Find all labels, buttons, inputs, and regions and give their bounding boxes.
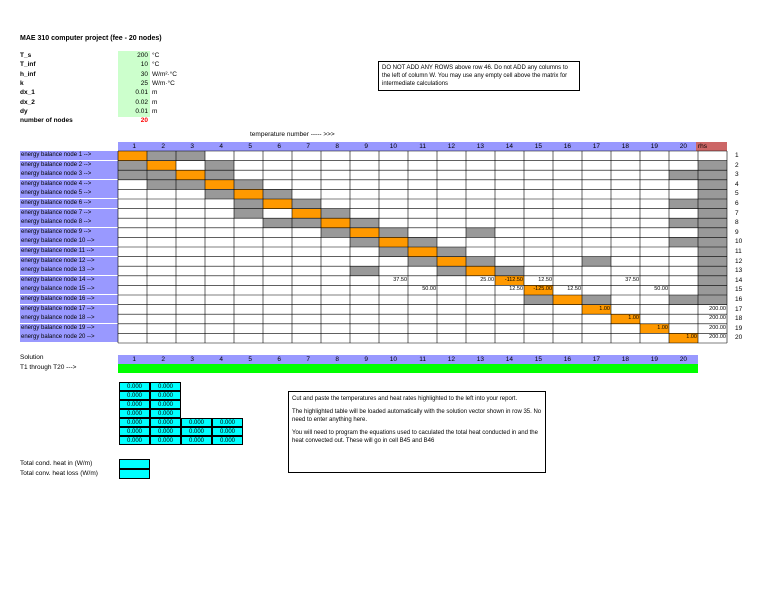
- matrix-cell-neighbor[interactable]: [176, 180, 205, 190]
- solution-cell[interactable]: 0.000: [181, 427, 212, 436]
- row-label: energy balance node 15 -->: [20, 285, 118, 294]
- row-number: 14: [735, 276, 743, 284]
- row-label: energy balance node 13 -->: [20, 266, 118, 275]
- param-unit: m: [152, 107, 158, 115]
- matrix-cell-neighbor[interactable]: [582, 257, 611, 267]
- rhs-header: rhs: [696, 142, 727, 151]
- rhs-cell[interactable]: [698, 295, 727, 305]
- row-label: energy balance node 2 -->: [20, 161, 118, 170]
- rhs-cell[interactable]: [698, 180, 727, 190]
- row-label: energy balance node 11 -->: [20, 247, 118, 256]
- matrix-value[interactable]: 37.50: [625, 276, 639, 283]
- matrix-cell-neighbor[interactable]: [118, 161, 147, 171]
- solution-vector-row[interactable]: [118, 364, 698, 373]
- matrix-cell-diagonal[interactable]: [466, 266, 495, 276]
- matrix-cell-diagonal[interactable]: [234, 189, 263, 199]
- rhs-cell[interactable]: [698, 276, 727, 286]
- row-number: 10: [735, 238, 743, 246]
- row-number: 19: [735, 324, 743, 332]
- param-name: h_inf: [20, 70, 36, 78]
- column-number: 6: [277, 356, 281, 363]
- notice-box: DO NOT ADD ANY ROWS above row 46. Do not ADD any columns to the left of column W. You may use any empty cell above the matrix for intermediate calculations: [378, 61, 580, 91]
- matrix-cell-neighbor[interactable]: [234, 199, 263, 209]
- sheet-title: MAE 310 computer project (fee - 20 nodes): [20, 35, 162, 42]
- matrix-cell-diagonal[interactable]: [437, 257, 466, 267]
- column-number: 10: [389, 143, 397, 150]
- matrix-cell-neighbor[interactable]: [466, 228, 495, 238]
- matrix-cell-neighbor[interactable]: [669, 295, 698, 305]
- solution-cell[interactable]: 0.000: [150, 409, 181, 418]
- matrix-cell-neighbor[interactable]: [379, 247, 408, 257]
- matrix-cell-neighbor[interactable]: [408, 257, 437, 267]
- column-number: 1: [132, 143, 136, 150]
- matrix-value[interactable]: 1.00: [628, 315, 639, 322]
- column-number: 19: [650, 356, 658, 363]
- column-number: 8: [335, 356, 339, 363]
- row-number: 8: [735, 219, 739, 227]
- column-number: 7: [306, 143, 310, 150]
- matrix-cell-neighbor[interactable]: [437, 266, 466, 276]
- total-conv-cell[interactable]: [119, 469, 150, 479]
- matrix-cell-diagonal[interactable]: [408, 247, 437, 257]
- column-number: 17: [592, 143, 600, 150]
- rhs-value[interactable]: 200.00: [709, 334, 726, 341]
- row-number: 16: [735, 296, 743, 303]
- solution-cell[interactable]: 0.000: [150, 427, 181, 436]
- column-number: 9: [364, 143, 368, 150]
- column-number: 12: [447, 356, 455, 363]
- row-label: energy balance node 8 -->: [20, 218, 118, 227]
- matrix-cell-neighbor[interactable]: [669, 170, 698, 180]
- solution-cell[interactable]: 0.000: [181, 436, 212, 445]
- matrix-cell-diagonal[interactable]: [350, 228, 379, 238]
- column-number: 3: [190, 143, 194, 150]
- row-number: 9: [735, 228, 739, 236]
- rhs-cell[interactable]: [698, 247, 727, 257]
- matrix-value[interactable]: 37.50: [393, 276, 407, 283]
- temperature-number-label: temperature number ----- >>>: [250, 131, 335, 138]
- matrix-cell-neighbor[interactable]: [379, 228, 408, 238]
- row-number: 15: [735, 286, 743, 294]
- row-number: 20: [735, 334, 743, 342]
- row-label: energy balance node 16 -->: [20, 295, 118, 304]
- solution-cell[interactable]: 0.000: [119, 391, 150, 400]
- column-number: 7: [306, 356, 310, 363]
- rhs-cell[interactable]: [698, 285, 727, 295]
- matrix-cell-neighbor[interactable]: [321, 209, 350, 219]
- solution-cell[interactable]: 0.000: [150, 382, 181, 391]
- matrix-cell-neighbor[interactable]: [437, 247, 466, 257]
- solution-cell[interactable]: 0.000: [119, 382, 150, 391]
- param-value[interactable]: 25: [118, 79, 150, 89]
- matrix-value[interactable]: 1.00: [657, 324, 668, 331]
- column-number: 2: [161, 143, 165, 150]
- matrix-cell-neighbor[interactable]: [292, 199, 321, 209]
- param-value[interactable]: 200: [118, 51, 150, 61]
- matrix-cell-neighbor[interactable]: [524, 295, 553, 305]
- rhs-cell[interactable]: [698, 161, 727, 171]
- row-label: energy balance node 6 -->: [20, 199, 118, 208]
- row-label: energy balance node 1 -->: [20, 151, 118, 160]
- matrix-cell-diagonal[interactable]: [205, 180, 234, 190]
- param-name: dy: [20, 107, 28, 115]
- rhs-cell[interactable]: [698, 228, 727, 238]
- solution-cell[interactable]: 0.000: [119, 409, 150, 418]
- column-number: 18: [621, 143, 629, 150]
- row-label: energy balance node 20 -->: [20, 333, 118, 342]
- solution-cell[interactable]: 0.000: [150, 391, 181, 400]
- matrix-cell-neighbor[interactable]: [234, 209, 263, 219]
- matrix-cell-neighbor[interactable]: [495, 266, 524, 276]
- column-number: 20: [679, 143, 687, 150]
- rhs-value[interactable]: 200.00: [709, 315, 726, 322]
- matrix-cell-neighbor[interactable]: [408, 237, 437, 247]
- note-2: The highlighted table will be loaded automatically with the solution vector shown in row 35. No need to enter anything here.: [292, 409, 542, 423]
- rhs-cell[interactable]: [698, 189, 727, 199]
- solution-cell[interactable]: 0.000: [119, 427, 150, 436]
- matrix-value[interactable]: -125.00: [533, 286, 552, 293]
- param-name: number of nodes: [20, 117, 73, 125]
- row-number: 3: [735, 171, 739, 179]
- row-number: 4: [735, 180, 739, 188]
- rhs-cell[interactable]: [698, 257, 727, 267]
- column-number: 16: [563, 356, 571, 363]
- total-conv-label: Total conv. heat loss (W/m): [20, 470, 98, 477]
- rhs-cell[interactable]: [698, 170, 727, 180]
- row-label: energy balance node 14 -->: [20, 276, 118, 285]
- column-number: 13: [476, 143, 484, 150]
- matrix-cell-neighbor[interactable]: [263, 218, 292, 228]
- solution-cell[interactable]: 0.000: [150, 400, 181, 409]
- column-number: 3: [190, 356, 194, 363]
- solution-cell[interactable]: 0.000: [181, 418, 212, 427]
- solution-label: Solution: [20, 354, 44, 361]
- matrix-cell-diagonal[interactable]: [292, 209, 321, 219]
- param-name: dx_1: [20, 89, 35, 97]
- solution-cell[interactable]: 0.000: [150, 418, 181, 427]
- solution-cell[interactable]: 0.000: [212, 436, 243, 445]
- column-number: 20: [679, 356, 687, 363]
- rhs-cell[interactable]: [698, 209, 727, 219]
- matrix-cell-neighbor[interactable]: [321, 228, 350, 238]
- row-number: 2: [735, 161, 739, 169]
- column-number: 12: [447, 143, 455, 150]
- row-number: 5: [735, 190, 739, 198]
- matrix-value[interactable]: 50.00: [422, 286, 436, 293]
- column-number: 4: [219, 356, 223, 363]
- column-number: 17: [592, 356, 600, 363]
- note-3: You will need to program the equations used to caculated the total heat conducted in and the heat convected out. These will go in cell B45 and B46: [292, 430, 538, 444]
- row-number: 1: [735, 152, 739, 159]
- param-unit: m: [152, 98, 158, 106]
- column-number: 16: [563, 143, 571, 150]
- row-label: energy balance node 10 -->: [20, 237, 118, 246]
- column-number: 13: [476, 356, 484, 363]
- matrix-value[interactable]: -112.50: [504, 276, 523, 283]
- matrix-cell-neighbor[interactable]: [205, 161, 234, 171]
- column-number: 15: [534, 356, 542, 363]
- matrix-value[interactable]: 1.00: [599, 305, 610, 312]
- row-label: energy balance node 9 -->: [20, 228, 118, 237]
- row-number: 11: [735, 248, 742, 255]
- column-number: 14: [505, 143, 513, 150]
- matrix-value[interactable]: 12.50: [567, 286, 581, 293]
- solution-cell[interactable]: 0.000: [119, 418, 150, 427]
- matrix-cell-diagonal[interactable]: [553, 295, 582, 305]
- instructions-box: [288, 391, 546, 473]
- matrix-cell-neighbor[interactable]: [176, 151, 205, 161]
- solution-cell[interactable]: 0.000: [212, 427, 243, 436]
- param-unit: W/m·°C: [152, 79, 175, 87]
- matrix-value[interactable]: 1.00: [686, 334, 697, 341]
- param-name: T_s: [20, 52, 32, 59]
- param-value[interactable]: 0.01: [118, 107, 150, 117]
- column-number: 14: [505, 356, 513, 363]
- solution-cell[interactable]: 0.000: [119, 400, 150, 409]
- matrix-cell-neighbor[interactable]: [234, 180, 263, 190]
- row-label: energy balance node 5 -->: [20, 189, 118, 198]
- column-header-bar: [118, 142, 708, 151]
- matrix-cell-neighbor[interactable]: [350, 266, 379, 276]
- matrix-cell-diagonal[interactable]: [176, 170, 205, 180]
- param-value[interactable]: 30: [118, 70, 150, 80]
- matrix-value[interactable]: 12.50: [538, 276, 552, 283]
- row-label: energy balance node 12 -->: [20, 257, 118, 266]
- solution-cell[interactable]: 0.000: [150, 436, 181, 445]
- param-unit: °C: [152, 61, 160, 69]
- param-value[interactable]: 0.01: [118, 88, 150, 98]
- rhs-cell[interactable]: [698, 218, 727, 228]
- matrix-cell-neighbor[interactable]: [669, 199, 698, 209]
- param-name: dx_2: [20, 98, 35, 106]
- param-unit: m: [152, 89, 158, 97]
- row-label: energy balance node 4 -->: [20, 180, 118, 189]
- column-number: 6: [277, 143, 281, 150]
- param-unit: W/m²·°C: [152, 70, 177, 78]
- matrix-cell-neighbor[interactable]: [205, 170, 234, 180]
- matrix-cell-neighbor[interactable]: [118, 170, 147, 180]
- param-name: k: [20, 79, 24, 87]
- matrix-cell-diagonal[interactable]: [118, 151, 147, 161]
- note-1: Cut and paste the temperatures and heat rates highlighted to the left into your report.: [292, 396, 518, 402]
- matrix-cell-neighbor[interactable]: [147, 170, 176, 180]
- param-value[interactable]: 20: [140, 117, 148, 125]
- column-number: 2: [161, 356, 165, 363]
- param-name: T_inf: [20, 61, 36, 69]
- matrix-cell-neighbor[interactable]: [147, 151, 176, 161]
- column-number: 18: [621, 356, 629, 363]
- matrix-value[interactable]: 12.50: [509, 286, 523, 293]
- matrix-cell-neighbor[interactable]: [292, 218, 321, 228]
- column-number: 11: [419, 143, 426, 150]
- column-number: 5: [248, 356, 252, 363]
- column-number: 4: [219, 143, 223, 150]
- solution-row-label: T1 through T20 --->: [20, 364, 77, 371]
- row-number: 12: [735, 257, 743, 265]
- row-label: energy balance node 7 -->: [20, 209, 118, 218]
- matrix-cell-neighbor[interactable]: [205, 189, 234, 199]
- column-number: 15: [534, 143, 542, 150]
- solution-header-bar: [118, 355, 698, 364]
- matrix-cell-diagonal[interactable]: [321, 218, 350, 228]
- row-label: energy balance node 3 -->: [20, 170, 118, 179]
- matrix-cell-diagonal[interactable]: [379, 237, 408, 247]
- matrix-cell-neighbor[interactable]: [350, 237, 379, 247]
- column-number: 10: [389, 356, 397, 363]
- row-number: 17: [735, 305, 743, 313]
- matrix-cell-neighbor[interactable]: [669, 218, 698, 228]
- param-value[interactable]: 0.02: [118, 98, 150, 108]
- row-number: 6: [735, 200, 739, 207]
- matrix-cell-diagonal[interactable]: [263, 199, 292, 209]
- matrix-cell-neighbor[interactable]: [263, 189, 292, 199]
- matrix-value[interactable]: 25.00: [480, 276, 494, 283]
- total-cond-label: Total cond. heat in (W/m): [20, 460, 93, 467]
- rhs-value[interactable]: 200.00: [709, 305, 726, 312]
- column-number: 8: [335, 143, 339, 150]
- column-number: 9: [364, 356, 368, 363]
- matrix-cell-neighbor[interactable]: [350, 218, 379, 228]
- solution-cell[interactable]: 0.000: [212, 418, 243, 427]
- solution-cell[interactable]: 0.000: [119, 436, 150, 445]
- column-number: 5: [248, 143, 252, 150]
- matrix-cell-neighbor[interactable]: [669, 237, 698, 247]
- rhs-cell[interactable]: [698, 199, 727, 209]
- column-number: 19: [650, 143, 658, 150]
- matrix-cell-neighbor[interactable]: [147, 180, 176, 190]
- row-number: 18: [735, 315, 743, 323]
- row-number: 13: [735, 267, 743, 275]
- column-number: 1: [132, 356, 136, 363]
- column-number: 11: [419, 356, 426, 363]
- row-number: 7: [735, 209, 739, 217]
- total-cond-cell[interactable]: [119, 459, 150, 469]
- rhs-cell[interactable]: [698, 266, 727, 276]
- param-value[interactable]: 10: [118, 60, 150, 70]
- row-label: energy balance node 18 -->: [20, 314, 118, 323]
- matrix-value[interactable]: 50.00: [654, 286, 668, 293]
- matrix-cell-diagonal[interactable]: [147, 161, 176, 171]
- rhs-cell[interactable]: [698, 237, 727, 247]
- matrix-cell-neighbor[interactable]: [582, 295, 611, 305]
- rhs-value[interactable]: 200.00: [709, 324, 726, 331]
- row-label: energy balance node 17 -->: [20, 305, 118, 314]
- param-unit: °C: [152, 52, 160, 59]
- matrix-cell-neighbor[interactable]: [466, 257, 495, 267]
- row-label: energy balance node 19 -->: [20, 324, 118, 333]
